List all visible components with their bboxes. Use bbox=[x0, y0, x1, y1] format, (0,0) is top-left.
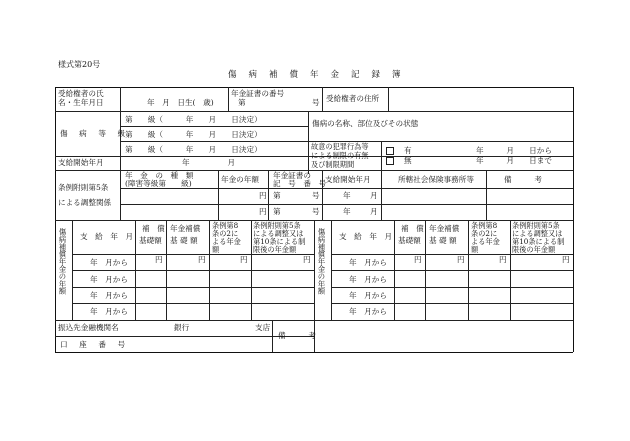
hdr-art8-1-right: 条例第8 bbox=[471, 221, 498, 230]
hdr-pension-basic-2-right: 基 礎 額 bbox=[429, 236, 457, 245]
al-v3 bbox=[209, 220, 210, 320]
cert-symbol-label-1: 年金証書の bbox=[273, 171, 311, 180]
al-v0 bbox=[72, 220, 73, 320]
hdr-art8-4-right: 額 bbox=[471, 245, 479, 254]
injury-label: 傷病の名称、部位及びその状態 bbox=[312, 119, 419, 128]
address-label: 受給権者の住所 bbox=[326, 94, 380, 103]
month-from-left-2[interactable]: 年 月から bbox=[90, 275, 128, 284]
ar-line2 bbox=[331, 287, 573, 288]
account-label: 口 座 番 号 bbox=[60, 340, 128, 349]
option-no-label: 無 bbox=[404, 156, 412, 165]
grade-entry-3[interactable]: 第 級（ 年 月 日決定） bbox=[125, 145, 262, 154]
start-month-label: 支給開始年月 bbox=[58, 158, 104, 167]
bank-line bbox=[55, 336, 314, 337]
cert-number-suffix: 号 bbox=[312, 98, 320, 107]
al-line3 bbox=[72, 303, 314, 304]
branch-suffix: 支店 bbox=[255, 323, 271, 332]
bank-label: 振込先金融機関名 bbox=[58, 323, 119, 332]
start-month-value[interactable]: 年 月 bbox=[182, 158, 236, 167]
ar-line1 bbox=[331, 270, 573, 271]
hdr-art5-2-right: による調整又は bbox=[512, 229, 563, 238]
grade-entry-1[interactable]: 第 級（ 年 月 日決定） bbox=[125, 115, 262, 124]
cert-number-label: 年金証書の番号 bbox=[231, 89, 285, 98]
pension-type-label-2: (障害等級第 級) bbox=[125, 179, 192, 188]
hdr-pension-basic-2-left: 基 礎 額 bbox=[170, 236, 198, 245]
hdr-art8-3-right: よる年金 bbox=[471, 237, 500, 246]
ar-v1 bbox=[394, 220, 395, 320]
row1-div3 bbox=[322, 87, 323, 111]
adj-remarks-label: 備 考 bbox=[504, 175, 542, 184]
yen-marker: 円 bbox=[240, 255, 248, 264]
cert-number-prefix: 第 bbox=[238, 98, 246, 107]
hdr-art5-2-left: による調整又は bbox=[253, 229, 304, 238]
month-from-left-4[interactable]: 年 月から bbox=[90, 307, 128, 316]
hdr-month-left: 支 給 年 月 bbox=[80, 232, 134, 241]
grade-line-2 bbox=[120, 141, 308, 142]
annual-side-label-right: 傷病補償年金の年額 bbox=[317, 228, 326, 295]
adj-dai-1: 第 bbox=[273, 191, 281, 200]
adj-month-2: 月 bbox=[370, 207, 378, 216]
crime-label-3: 及び制限期間 bbox=[311, 160, 355, 169]
frame-top bbox=[55, 87, 573, 88]
ar-v3 bbox=[468, 220, 469, 320]
adj-dai-2: 第 bbox=[273, 207, 281, 216]
frame-bottom bbox=[55, 352, 573, 353]
row3-div2 bbox=[381, 141, 382, 170]
pension-type-label-1: 年 金 の 種 類 bbox=[125, 171, 194, 180]
checkbox-icon[interactable] bbox=[386, 147, 394, 155]
adj-year-2: 年 bbox=[343, 207, 351, 216]
al-v2 bbox=[166, 220, 167, 320]
hdr-art5-1-left: 条例附則第5条 bbox=[253, 221, 301, 230]
hdr-art8-3-left: よる年金 bbox=[212, 237, 241, 246]
hdr-art5-3-right: 第10条による制 bbox=[512, 237, 565, 246]
recipient-name-label-1: 受給権者の氏 bbox=[58, 89, 104, 98]
row4-line2 bbox=[120, 204, 573, 205]
adj-month-1: 月 bbox=[370, 191, 378, 200]
month-from-right-1[interactable]: 年 月から bbox=[349, 258, 387, 267]
yen-marker: 円 bbox=[457, 255, 465, 264]
al-v1 bbox=[135, 220, 136, 320]
form-number: 様式第20号 bbox=[58, 60, 101, 69]
form-title: 傷病補償年金記録簿 bbox=[228, 70, 413, 80]
adjust-label-1: 条例附則第5条 bbox=[58, 183, 109, 192]
hdr-art8-2-left: 条の2に bbox=[212, 229, 239, 238]
yen-marker: 円 bbox=[198, 255, 206, 264]
bank-suffix: 銀行 bbox=[174, 323, 190, 332]
yen-marker: 円 bbox=[499, 255, 507, 264]
bottom-div bbox=[272, 320, 273, 352]
hdr-basic-2-left: 基礎額 bbox=[139, 236, 162, 245]
crime-label-1: 故意の犯罪行為等 bbox=[311, 142, 369, 151]
hdr-art5-4-left: 限後の年金額 bbox=[253, 245, 297, 254]
yen-marker: 円 bbox=[414, 255, 422, 264]
grade-line-1 bbox=[120, 126, 308, 127]
row4-div1 bbox=[120, 170, 121, 220]
row4-div3 bbox=[268, 170, 269, 220]
office-label: 所轄社会保険事務所等 bbox=[398, 175, 474, 184]
hdr-art8-1-left: 条例第8 bbox=[212, 221, 239, 230]
checkbox-icon[interactable] bbox=[386, 157, 394, 165]
row1-div1 bbox=[120, 87, 121, 111]
option-no[interactable] bbox=[386, 157, 412, 166]
recipient-name-label-2: 名・生年月日 bbox=[58, 98, 104, 107]
row4-div4 bbox=[322, 170, 323, 220]
annual-amount-label: 年金の年額 bbox=[221, 175, 259, 184]
option-yes-label: 有 bbox=[404, 146, 412, 155]
annual-side-label-left: 傷病補償年金の年額 bbox=[58, 228, 67, 295]
hdr-month-right: 支 給 年 月 bbox=[339, 232, 393, 241]
hdr-basic-2-right: 基礎額 bbox=[398, 236, 421, 245]
hdr-art5-3-left: 第10条による制 bbox=[253, 237, 306, 246]
row4-div6 bbox=[486, 170, 487, 220]
ar-line3 bbox=[331, 303, 573, 304]
month-from-left-1[interactable]: 年 月から bbox=[90, 258, 128, 267]
dob-field[interactable]: 年 月 日生( 歳) bbox=[147, 98, 214, 107]
adjust-label-2: による調整関係 bbox=[58, 198, 112, 207]
yen-marker: 円 bbox=[562, 255, 570, 264]
adj-go-1: 号 bbox=[312, 191, 320, 200]
grade-entry-2[interactable]: 第 級（ 年 月 日決定） bbox=[125, 130, 262, 139]
month-from-right-3[interactable]: 年 月から bbox=[349, 291, 387, 300]
adj-yen-1: 円 bbox=[259, 191, 267, 200]
row1-div2 bbox=[228, 87, 229, 111]
row4-div2 bbox=[218, 170, 219, 220]
hdr-basic-1-right: 補 償 bbox=[401, 224, 424, 233]
hdr-art5-1-right: 条例附則第5条 bbox=[512, 221, 560, 230]
al-line1 bbox=[72, 270, 314, 271]
restriction-from[interactable]: 年 月 日から bbox=[476, 146, 552, 155]
adj-year-1: 年 bbox=[343, 191, 351, 200]
frame-right bbox=[573, 87, 574, 352]
ar-v4 bbox=[510, 220, 511, 320]
yen-marker: 円 bbox=[303, 255, 311, 264]
ar-v2 bbox=[425, 220, 426, 320]
hdr-art8-2-right: 条の2に bbox=[471, 229, 498, 238]
hdr-pension-basic-1-right: 年金補償 bbox=[429, 224, 460, 233]
adj-go-2: 号 bbox=[312, 207, 320, 216]
month-from-left-3[interactable]: 年 月から bbox=[90, 291, 128, 300]
row4-div5 bbox=[381, 170, 382, 220]
row1-div4 bbox=[388, 87, 389, 111]
adj-start-label: 支給開始年月 bbox=[325, 175, 371, 184]
al-v4 bbox=[251, 220, 252, 320]
row3-bottom-right bbox=[308, 170, 573, 171]
al-line2 bbox=[72, 287, 314, 288]
cert-symbol-label-2: 記 号 番 号 bbox=[273, 179, 327, 188]
hdr-basic-1-left: 補 償 bbox=[142, 224, 165, 233]
option-yes[interactable] bbox=[386, 147, 412, 156]
yen-marker: 円 bbox=[155, 255, 163, 264]
hdr-art8-4-left: 額 bbox=[212, 245, 220, 254]
month-from-right-2[interactable]: 年 月から bbox=[349, 275, 387, 284]
hdr-pension-basic-1-left: 年金補償 bbox=[170, 224, 201, 233]
restriction-to[interactable]: 年 月 日まで bbox=[476, 156, 552, 165]
month-from-right-4[interactable]: 年 月から bbox=[349, 307, 387, 316]
row1-bottom bbox=[55, 111, 573, 112]
grade-label: 傷 病 等 級 bbox=[60, 129, 128, 138]
hdr-art5-4-right: 限後の年金額 bbox=[512, 245, 556, 254]
crime-label-2: による制限の有無 bbox=[311, 151, 369, 160]
row2-div2 bbox=[308, 111, 309, 174]
adj-yen-2: 円 bbox=[259, 207, 267, 216]
row3-div1 bbox=[120, 156, 121, 170]
ar-v0 bbox=[331, 220, 332, 320]
bottom-remarks-label: 備 考 bbox=[278, 331, 316, 340]
